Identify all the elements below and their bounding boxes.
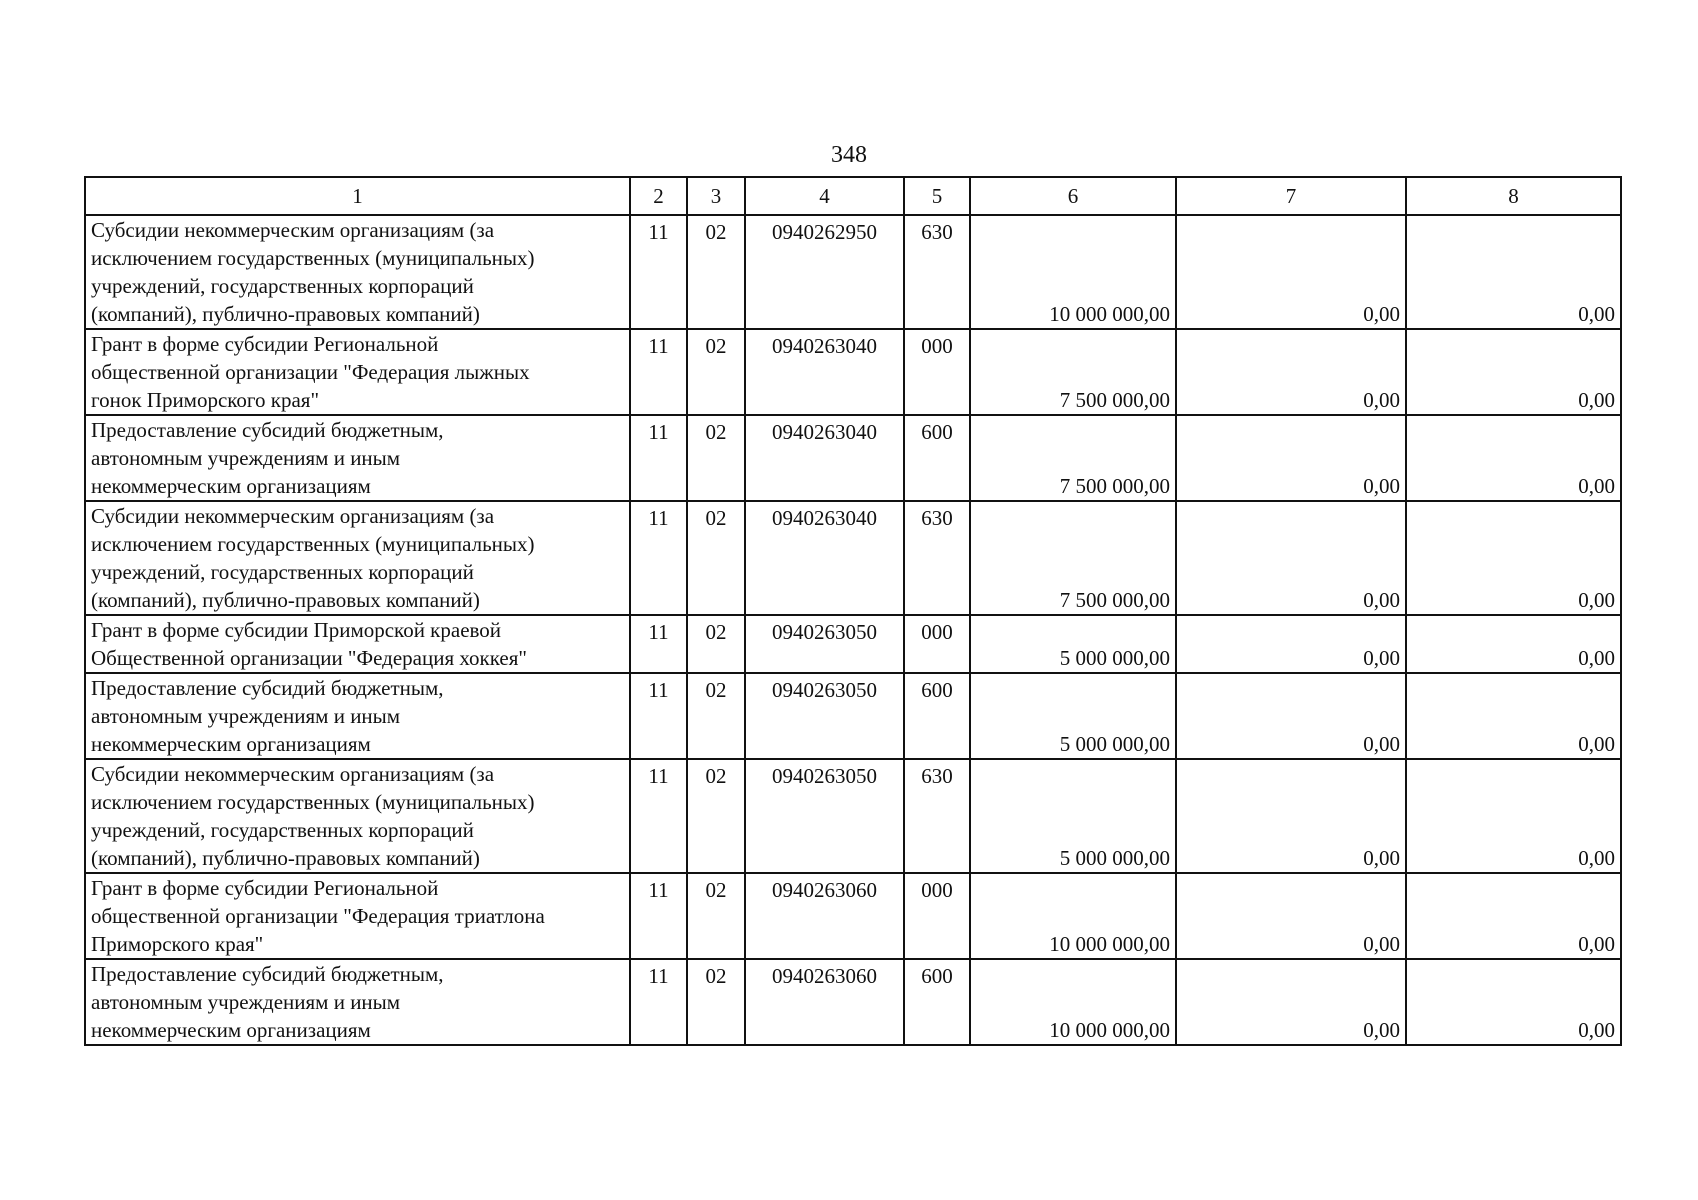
row-name-text: Субсидии некоммерческим организациям (за исключением государственных (муниципальных) учреждений, государственных корпораций (компаний), публично-правовых компаний) <box>91 504 535 612</box>
header-col-2: 2 <box>630 177 687 215</box>
header-col-7: 7 <box>1176 177 1406 215</box>
row-name <box>85 329 630 415</box>
row-amount-col-7: 0,00 <box>1176 215 1406 329</box>
table-header <box>85 177 1621 215</box>
row-subsection: 02 <box>687 501 745 615</box>
row-section: 11 <box>630 415 687 501</box>
row-section: 11 <box>630 673 687 759</box>
row-expense-type: 600 <box>904 959 970 1045</box>
table-row <box>85 215 1621 329</box>
row-name <box>85 873 630 959</box>
row-subsection: 02 <box>687 215 745 329</box>
header-col-3: 3 <box>687 177 745 215</box>
table-body <box>85 215 1621 1045</box>
row-target-article: 0940263050 <box>745 759 904 873</box>
header-col-5: 5 <box>904 177 970 215</box>
row-name-text: Грант в форме субсидии Приморской краевой Общественной организации "Федерация хоккея" <box>91 618 527 670</box>
row-target-article: 0940263060 <box>745 959 904 1045</box>
row-name <box>85 673 630 759</box>
row-name <box>85 415 630 501</box>
header-col-6: 6 <box>970 177 1176 215</box>
table-row <box>85 415 1621 501</box>
row-name-text: Предоставление субсидий бюджетным, автономным учреждениям и иным некоммерческим организациям <box>91 676 444 756</box>
row-amount-col-7: 0,00 <box>1176 415 1406 501</box>
row-expense-type: 630 <box>904 759 970 873</box>
row-name <box>85 959 630 1045</box>
row-amount-col-6: 7 500 000,00 <box>970 329 1176 415</box>
row-subsection: 02 <box>687 415 745 501</box>
row-expense-type: 630 <box>904 501 970 615</box>
row-target-article: 0940263040 <box>745 329 904 415</box>
header-col-4: 4 <box>745 177 904 215</box>
row-name <box>85 759 630 873</box>
row-amount-col-7: 0,00 <box>1176 501 1406 615</box>
table-row <box>85 873 1621 959</box>
row-target-article: 0940263060 <box>745 873 904 959</box>
row-amount-col-8: 0,00 <box>1406 615 1621 673</box>
row-name-text: Грант в форме субсидии Региональной общественной организации "Федерация триатлона Приморского края" <box>91 876 545 956</box>
header-col-1: 1 <box>85 177 630 215</box>
row-expense-type: 000 <box>904 873 970 959</box>
page-number: 348 <box>831 142 867 168</box>
row-name-text: Субсидии некоммерческим организациям (за исключением государственных (муниципальных) учреждений, государственных корпораций (компаний), публично-правовых компаний) <box>91 762 535 870</box>
table-row <box>85 501 1621 615</box>
row-section: 11 <box>630 959 687 1045</box>
row-amount-col-6: 5 000 000,00 <box>970 615 1176 673</box>
row-amount-col-6: 10 000 000,00 <box>970 873 1176 959</box>
row-section: 11 <box>630 215 687 329</box>
row-section: 11 <box>630 501 687 615</box>
table-row <box>85 759 1621 873</box>
row-amount-col-7: 0,00 <box>1176 329 1406 415</box>
row-name <box>85 215 630 329</box>
table-row <box>85 959 1621 1045</box>
row-subsection: 02 <box>687 759 745 873</box>
row-name-text: Предоставление субсидий бюджетным, автономным учреждениям и иным некоммерческим организациям <box>91 962 444 1042</box>
row-subsection: 02 <box>687 329 745 415</box>
row-section: 11 <box>630 759 687 873</box>
row-target-article: 0940263050 <box>745 673 904 759</box>
row-amount-col-6: 5 000 000,00 <box>970 759 1176 873</box>
row-expense-type: 600 <box>904 415 970 501</box>
header-row <box>85 177 1621 215</box>
row-amount-col-7: 0,00 <box>1176 873 1406 959</box>
row-amount-col-8: 0,00 <box>1406 673 1621 759</box>
row-target-article: 0940263040 <box>745 501 904 615</box>
table-row <box>85 615 1621 673</box>
row-expense-type: 600 <box>904 673 970 759</box>
row-name <box>85 615 630 673</box>
budget-table <box>84 176 1622 1046</box>
row-amount-col-8: 0,00 <box>1406 759 1621 873</box>
row-amount-col-7: 0,00 <box>1176 759 1406 873</box>
row-amount-col-8: 0,00 <box>1406 959 1621 1045</box>
row-subsection: 02 <box>687 959 745 1045</box>
row-amount-col-8: 0,00 <box>1406 329 1621 415</box>
row-amount-col-8: 0,00 <box>1406 501 1621 615</box>
header-col-8: 8 <box>1406 177 1621 215</box>
row-amount-col-6: 5 000 000,00 <box>970 673 1176 759</box>
row-name <box>85 501 630 615</box>
row-amount-col-6: 10 000 000,00 <box>970 215 1176 329</box>
table-row <box>85 673 1621 759</box>
row-subsection: 02 <box>687 673 745 759</box>
row-amount-col-6: 7 500 000,00 <box>970 415 1176 501</box>
row-amount-col-8: 0,00 <box>1406 873 1621 959</box>
row-subsection: 02 <box>687 615 745 673</box>
row-amount-col-7: 0,00 <box>1176 673 1406 759</box>
row-expense-type: 000 <box>904 329 970 415</box>
row-name-text: Грант в форме субсидии Региональной общественной организации "Федерация лыжных гонок Приморского края" <box>91 332 530 412</box>
row-amount-col-8: 0,00 <box>1406 215 1621 329</box>
row-amount-col-6: 7 500 000,00 <box>970 501 1176 615</box>
row-section: 11 <box>630 873 687 959</box>
row-target-article: 0940262950 <box>745 215 904 329</box>
row-section: 11 <box>630 615 687 673</box>
row-target-article: 0940263040 <box>745 415 904 501</box>
row-name-text: Предоставление субсидий бюджетным, автономным учреждениям и иным некоммерческим организациям <box>91 418 444 498</box>
row-name-text: Субсидии некоммерческим организациям (за исключением государственных (муниципальных) учреждений, государственных корпораций (компаний), публично-правовых компаний) <box>91 218 535 326</box>
table-row <box>85 329 1621 415</box>
row-amount-col-7: 0,00 <box>1176 615 1406 673</box>
row-amount-col-6: 10 000 000,00 <box>970 959 1176 1045</box>
row-expense-type: 000 <box>904 615 970 673</box>
row-amount-col-7: 0,00 <box>1176 959 1406 1045</box>
row-section: 11 <box>630 329 687 415</box>
row-subsection: 02 <box>687 873 745 959</box>
row-amount-col-8: 0,00 <box>1406 415 1621 501</box>
row-target-article: 0940263050 <box>745 615 904 673</box>
row-expense-type: 630 <box>904 215 970 329</box>
